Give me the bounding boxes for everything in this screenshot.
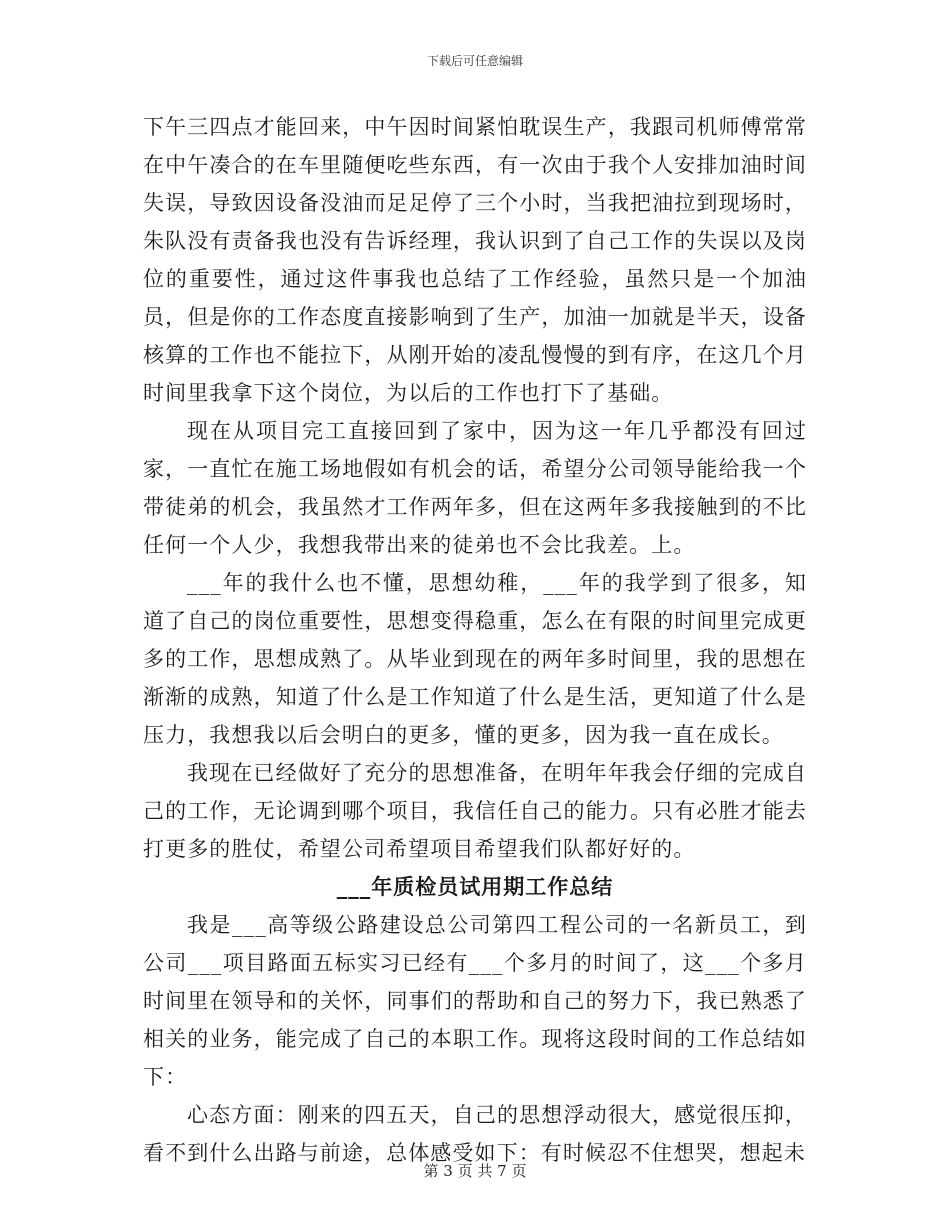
paragraph: 现在从项目完工直接回到了家中，因为这一年几乎都没有回过家，一直忙在施工场地假如有机会的话，希望分公司领导能给我一个带徒弟的机会，我虽然才工作两年多，但在这两年多我接触到的不比任何一个人少，我想我带出来的徒弟也不会比我差。上。 bbox=[143, 419, 807, 557]
paragraph: 我现在已经做好了充分的思想准备，在明年年我会仔细的完成自己的工作，无论调到哪个项目，我信任自己的能力。只有必胜才能去打更多的胜仗，希望公司希望项目希望我们队都好好的。 bbox=[143, 761, 807, 861]
paragraph: 我是___高等级公路建设总公司第四工程公司的一名新员工，到公司___项目路面五标实习已经有___个多月的时间了，这___个多月时间里在领导和的关怀，同事们的帮助和自己的努力下，我已熟悉了相关的业务，能完成了自己的本职工作。现将这段时间的工作总结如下： bbox=[143, 913, 807, 1089]
page-number: 第 3 页 共 7 页 bbox=[423, 1162, 527, 1180]
document-body bbox=[143, 108, 807, 1172]
header-note: 下载后可任意编辑 bbox=[426, 54, 523, 68]
paragraph-continuation: 下午三四点才能回来，中午因时间紧怕耽误生产，我跟司机师傅常常在中午凑合的在车里随便吃些东西，有一次由于我个人安排加油时间失误，导致因设备没油而足足停了三个小时，当我把油拉到现场时，朱队没有责备我也没有告诉经理，我认识到了自己工作的失误以及岗位的重要性，通过这件事我也总结了工作经验，虽然只是一个加油员，但是你的工作态度直接影响到了生产，加油一加就是半天，设备核算的工作也不能拉下，从刚开始的凌乱慢慢的到有序，在这几个月时间里我拿下这个岗位，为以后的工作也打下了基础。 bbox=[143, 115, 807, 405]
paragraph: 心态方面：刚来的四五天，自己的思想浮动很大，感觉很压抑，看不到什么出路与前途，总体感受如下：有时候忍不住想哭，想起未 bbox=[143, 1103, 807, 1165]
paragraph: ___年的我什么也不懂，思想幼稚，___年的我学到了很多，知道了自己的岗位重要性，思想变得稳重，怎么在有限的时间里完成更多的工作，思想成熟了。从毕业到现在的两年多时间里，我的思想在渐渐的成熟，知道了什么是工作知道了什么是生活，更知道了什么是压力，我想我以后会明白的更多，懂的更多，因为我一直在成长。 bbox=[143, 571, 807, 747]
section-title: ___年质检员试用期工作总结 bbox=[336, 874, 614, 899]
